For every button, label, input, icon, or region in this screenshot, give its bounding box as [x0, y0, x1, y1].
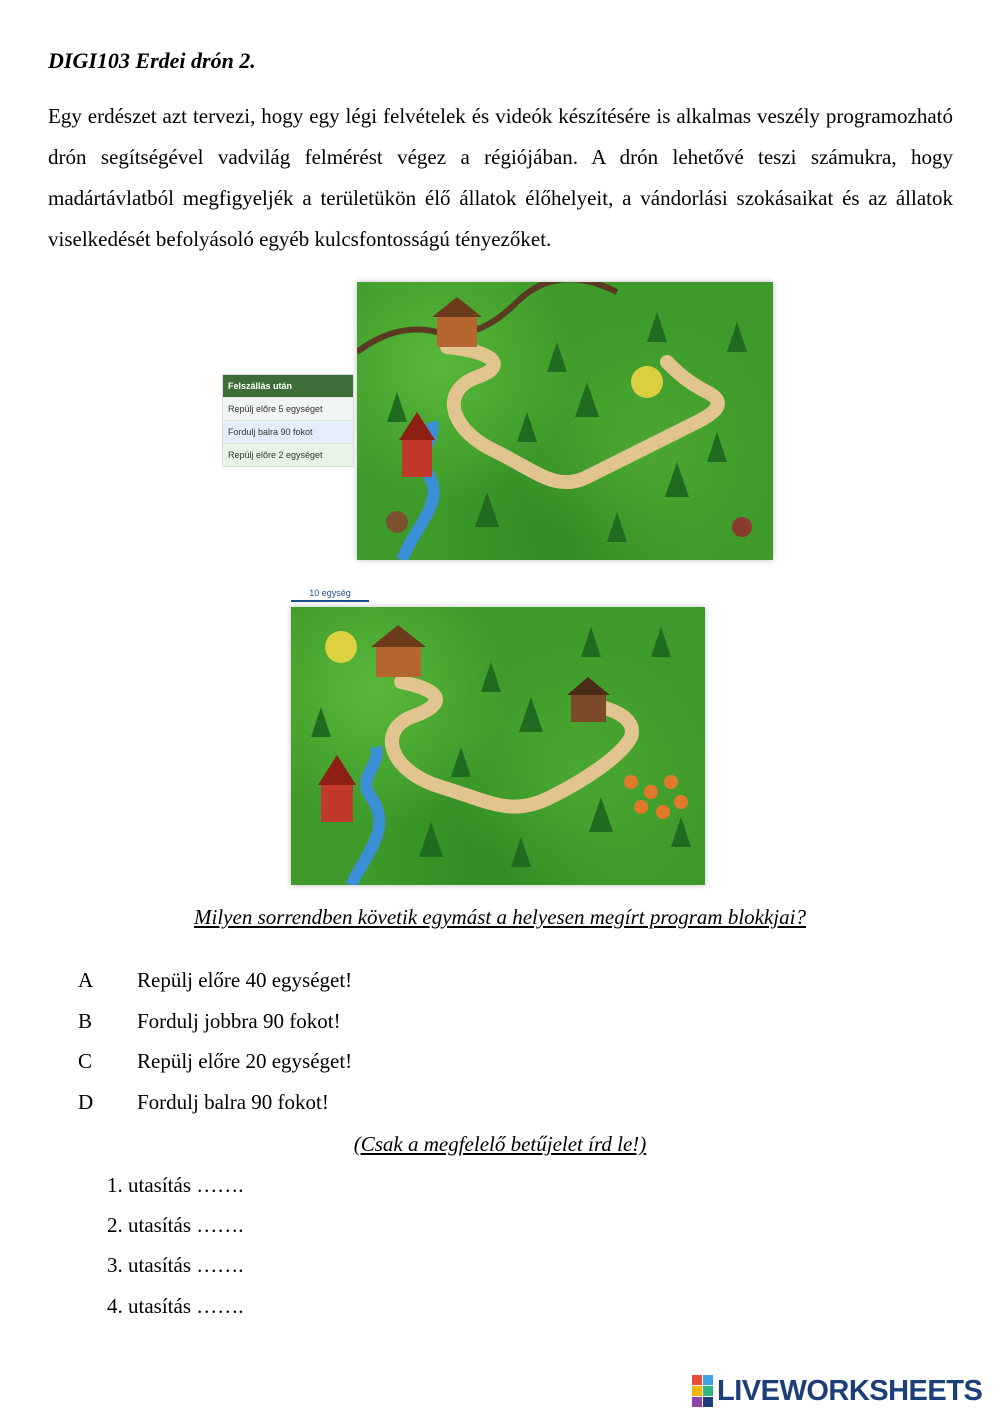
option-d — [78, 1090, 329, 1115]
answer-line-2[interactable]: 2. utasítás ……. — [107, 1213, 244, 1237]
logo-icon — [692, 1375, 713, 1407]
code-panel — [222, 374, 354, 467]
option-text: Repülj előre 20 egységet! — [137, 1049, 353, 1073]
code-block: Repülj előre 5 egységet — [223, 397, 353, 420]
forest-map-2-illustration — [291, 607, 705, 885]
option-c — [78, 1049, 352, 1074]
option-letter: B — [78, 1009, 93, 1033]
scale-indicator — [291, 588, 369, 602]
question-text: Milyen sorrendben követik egymást a helyesen megírt program blokkjai? — [194, 905, 806, 929]
liveworksheets-logo — [692, 1375, 982, 1407]
option-letter: D — [78, 1090, 94, 1114]
answer-line-1[interactable]: 1. utasítás ……. — [107, 1173, 244, 1197]
code-block: Fordulj balra 90 fokot — [223, 420, 353, 443]
option-letter: A — [78, 968, 94, 992]
answer-line-3[interactable]: 3. utasítás ……. — [107, 1253, 244, 1277]
forest-map-2 — [291, 607, 705, 885]
scale-label: 10 egység — [309, 588, 351, 598]
answer-line-4[interactable]: 4. utasítás ……. — [107, 1294, 244, 1318]
option-text: Repülj előre 40 egységet! — [137, 968, 353, 992]
option-letter: C — [78, 1049, 93, 1073]
intro-paragraph: Egy erdészet azt tervezi, hogy egy légi felvételek és videók készítésére is alkalmas veszély programozható drón segítségével vadvilág felmérést végez a régiójában. A drón lehetővé teszi számukra, hogy madártávlatból megfigyeljék a területükön élő állatok élőhelyeit, a vándorlási szokásaikat és az állatok viselkedését befolyásoló egyéb kulcsfontosságú tényezőket. — [48, 104, 953, 251]
instruction-note: (Csak a megfelelő betűjelet írd le!) — [353, 1132, 647, 1156]
code-panel-header: Felszállás után — [223, 375, 353, 397]
code-block: Repülj előre 2 egységet — [223, 443, 353, 466]
option-text: Fordulj jobbra 90 fokot! — [137, 1009, 341, 1033]
scale-bar — [291, 600, 369, 602]
forest-map-1-illustration — [357, 282, 773, 560]
forest-map-1 — [357, 282, 773, 560]
page-title: DIGI103 Erdei drón 2. — [48, 48, 256, 73]
logo-text: LIVEWORKSHEETS — [717, 1374, 983, 1407]
option-b — [78, 1009, 341, 1034]
option-text: Fordulj balra 90 fokot! — [137, 1090, 329, 1114]
option-a — [78, 968, 352, 993]
